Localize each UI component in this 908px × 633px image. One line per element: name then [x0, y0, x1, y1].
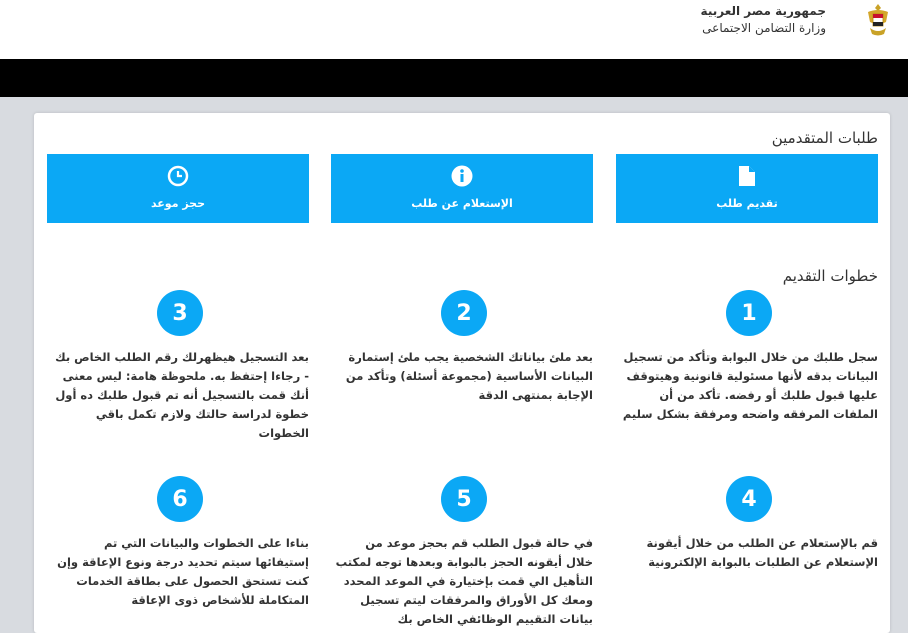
- book-appointment-button[interactable]: [47, 154, 309, 223]
- step-number: 3: [157, 290, 203, 336]
- submit-request-label: تقديم طلب: [716, 197, 778, 210]
- egypt-eagle-emblem-icon: [864, 2, 892, 38]
- site-header: [0, 0, 908, 59]
- step-number: 6: [157, 476, 203, 522]
- step-text: في حالة قبول الطلب قم بحجز موعد من خلال أيقونه الحجز بالبوابة وبعدها توجه لمكتب التأهيل الي قمت بإختيارة في الموعد المحدد ومعك كل الأوراق والمرفقات ليتم تسجيل بيانات التقييم الوظائفي الخاص بك: [335, 536, 593, 626]
- inquire-request-button[interactable]: [331, 154, 593, 223]
- ministry-name: وزارة التضامن الاجتماعى: [702, 21, 826, 35]
- info-icon: [451, 165, 473, 187]
- step-number: 1: [726, 290, 772, 336]
- file-icon: [738, 165, 756, 187]
- step-number: 5: [441, 476, 487, 522]
- inquire-request-label: الإستعلام عن طلب: [411, 197, 513, 210]
- main-card: [34, 113, 890, 633]
- step-text: سجل طلبك من خلال البوابة وتأكد من تسجيل البيانات بدقه لأنها مسئولية قانونية وهيتوقف عليها قبول طلبك أو رفضه. تأكد من أن الملفات المرفقه واضحه ومرفقة بشكل سليم: [622, 350, 878, 421]
- applicants-title: طلبات المتقدمين: [771, 129, 878, 147]
- submit-request-button[interactable]: [616, 154, 878, 223]
- steps-title: خطوات التقديم: [782, 267, 878, 285]
- step-text: بناءا على الخطوات والبيانات التي تم إستيفائها سيتم تحديد درجة ونوع الإعاقة وإن كنت تستحق الحصول على بطاقة الخدمات المتكاملة للأشخاص ذوى الإعاقة: [57, 536, 309, 607]
- org-name: جمهورية مصر العربية: [700, 4, 826, 18]
- book-appointment-label: حجز موعد: [150, 197, 206, 210]
- nav-bar: [0, 59, 908, 97]
- step-text: بعد التسجيل هيظهرلك رقم الطلب الخاص بك - رجاءا إحتفظ به. ملحوظة هامة: ليس معنى أنك قمت بالتسجيل أنه تم قبول طلبك ده أول خطوة لدراسة حالتك ولازم تكمل باقي الخطوات: [55, 350, 309, 440]
- step-number: 2: [441, 290, 487, 336]
- step-text: بعد ملئ بياناتك الشخصية يجب ملئ إستمارة البيانات الأساسية (مجموعة أسئلة) وتأكد من الإجابة بمنتهى الدقة: [345, 350, 593, 402]
- clock-icon: [167, 165, 189, 187]
- step-number: 4: [726, 476, 772, 522]
- step-text: قم بالإستعلام عن الطلب من خلال أيقونة الإستعلام عن الطلبات بالبوابة الإلكترونية: [646, 536, 878, 569]
